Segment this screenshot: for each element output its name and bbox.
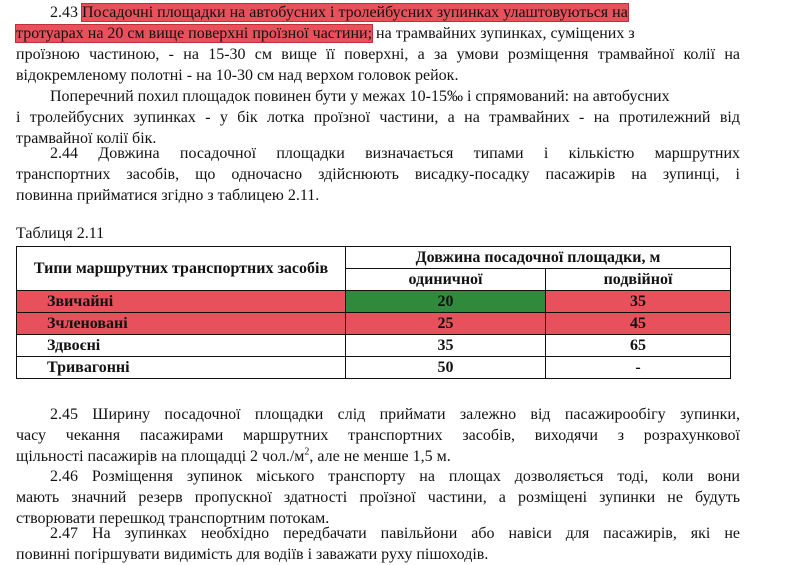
row-name: Звичайні [17,291,346,313]
p246-line-1: 2.46 Розміщення зупинок міського транспорту на площах дозволяється тоді, коли вони [50,468,740,485]
p243-line-2 [16,23,740,44]
header-vehicle-types: Типи маршрутних транспортних засобів [17,247,346,291]
platform-length-table [16,246,731,379]
p243-line-7: трамвайної колії бік. [16,130,157,147]
table-caption: Таблиця 2.11 [16,225,105,242]
p245-line-3 [16,446,740,467]
p243-line-5: Поперечний похил площадок повинен бути у межах 10-15‰ і спрямований: на автобусних [50,88,670,105]
table-row [17,313,731,335]
row-double-value: 45 [546,313,731,335]
row-double-value: 65 [546,335,731,357]
p244-line-3: повинна прийматися згідно з таблицею 2.11. [16,187,320,204]
p243-line-4: відокремленому полотні - на 10-30 см над верхом головок рейок. [16,67,459,84]
p245-line-1: 2.45 Ширину посадочної площадки слід приймати залежно від пасажирообігу зупинки, [50,406,740,423]
p244-line-2: транспортних засобів, що одночасно здійснюють висадку-посадку пасажирів на зупинці, і [16,166,740,183]
paragraph-2-45 [16,404,740,467]
paragraph-2-44 [16,143,740,206]
p243-line-1 [16,2,740,23]
p243-line-3: проїзною частиною, - на 15-30 см вище її поверхні, а за умови розміщення трамвайної колії на [16,46,740,63]
p245-line-2: часу чекання пасажирами маршрутних транспортних засобів, виходячи з розрахункової [16,427,740,444]
header-platform-length: Довжина посадочної площадки, м [346,247,731,269]
p246-line-2: мають значний резерв пропускної здатності проїзної частини, а розміщені зупинки не будуть [16,489,740,506]
row-single-value: 50 [346,357,546,379]
p246-line-3: створювати перешкод транспортним потокам. [16,510,330,527]
table-header-row [17,247,731,269]
p243-line-2-rest: на трамвайних зупинках, суміщених з [372,25,635,42]
row-double-value: 35 [546,291,731,313]
table-row [17,291,731,313]
paragraph-2-47 [16,523,740,565]
paragraph-2-46 [16,466,740,529]
p243-highlight-2: тротуарах на 20 см вище поверхні проїзної частини; [16,25,373,42]
row-single-value: 35 [346,335,546,357]
table-row [17,357,731,379]
p247-line-2: повинні погіршувати видимість для водіїв і заважати руху пішоходів. [16,546,489,563]
row-single-value: 20 [346,291,546,313]
table-row [17,335,731,357]
p245-superscript: 2 [304,446,310,458]
paragraph-2-43 [16,2,740,149]
row-double-value: - [546,357,731,379]
subheader-single: одиничної [346,269,546,291]
p245-line-3-text: щільності пасажирів на площадці 2 чол./м [16,448,305,465]
p243-highlight-1: Посадочні площадки на автобусних і тролейбусних зупинках улаштовуються на [82,4,628,21]
p247-line-1: 2.47 На зупинках необхідно передбачати павільйони або навіси для пасажирів, які не [50,525,740,542]
row-name: Тривагонні [17,357,346,379]
p244-line-1: 2.44 Довжина посадочної площадки визначається типами і кількістю маршрутних [50,145,740,162]
row-name: Здвоєні [17,335,346,357]
row-single-value: 25 [346,313,546,335]
row-name: Зчленовані [17,313,346,335]
p245-line-3-end: , але не менше 1,5 м. [309,448,451,465]
p243-line-6: і тролейбусних зупинках - у бік лотка проїзної частини, а на трамвайних - на протилежний від [16,109,740,126]
subheader-double: подвійної [546,269,731,291]
p243-number: 2.43 [50,4,78,21]
